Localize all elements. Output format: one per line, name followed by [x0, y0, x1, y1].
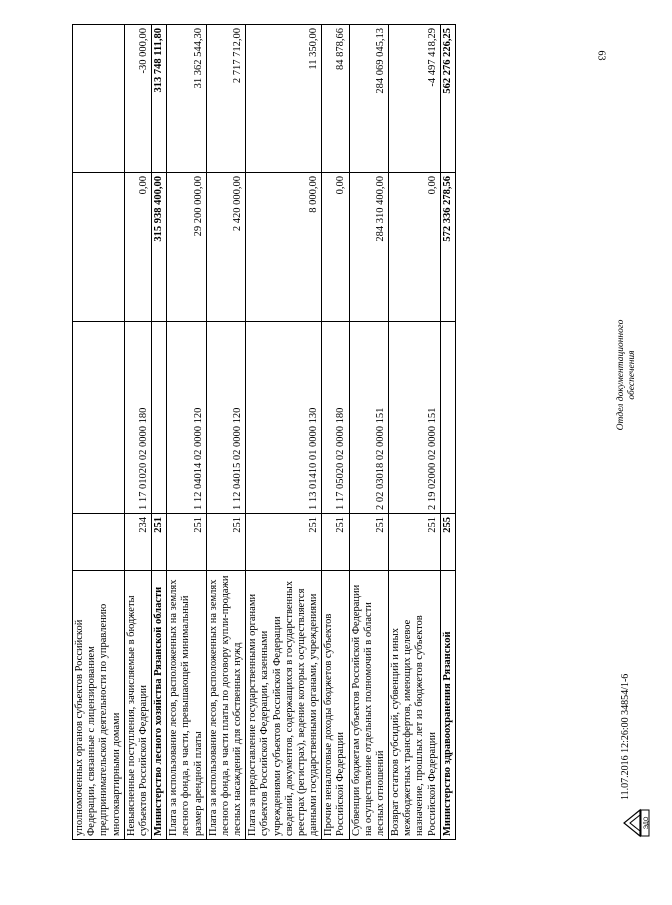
cell-kbk: 2 02 03018 02 0000 151: [349, 322, 389, 514]
cell-plan: 2 420 000,00: [206, 173, 246, 322]
page-number: 63: [595, 50, 607, 61]
cell-fact: 562 276 226,25: [440, 25, 455, 173]
cell-code: 251: [322, 514, 349, 571]
cell-kbk: 1 17 01020 02 0000 180: [124, 322, 151, 514]
cell-fact: 2 717 712,00: [206, 25, 246, 173]
cell-plan: 0,00: [124, 173, 151, 322]
cell-code: 251: [167, 514, 207, 571]
cell-kbk: [152, 322, 167, 514]
cell-fact: 284 069 045,13: [349, 25, 389, 173]
cell-plan: 0,00: [322, 173, 349, 322]
cell-fact: [73, 25, 125, 173]
logo-text: ЭДО: [644, 816, 650, 830]
cell-name: Прочие неналоговые доходы бюджетов субъектов Российской Федерации: [322, 571, 349, 840]
cell-name: Возврат остатков субсидий, субвенций и иных межбюджетных трансфертов, имеющих целевое назначение, прошлых лет из бюджетов субъектов Российской Федерации: [389, 571, 441, 840]
cell-fact: 31 362 544,30: [167, 25, 207, 173]
department-line-1: Отдел документационного: [616, 319, 626, 431]
cell-code: 251: [349, 514, 389, 571]
cell-name: Плата за использование лесов, расположенных на землях лесного фонда, в части платы по договору купли-продажи лесных насаждений для собственных нужд: [206, 571, 246, 840]
cell-kbk: 1 12 04014 02 0000 120: [167, 322, 207, 514]
cell-fact: 84 878,66: [322, 25, 349, 173]
cell-fact: 313 748 111,80: [152, 25, 167, 173]
table-row: [152, 25, 167, 840]
cell-code: [73, 514, 125, 571]
table-row: [440, 25, 455, 840]
department-label: [616, 310, 639, 440]
cell-code: 251: [389, 514, 441, 571]
table-row: [167, 25, 207, 840]
cell-name: Невыясненные поступления, зачисляемые в бюджеты субъектов Российской Федерации: [124, 571, 151, 840]
cell-code: 234: [124, 514, 151, 571]
table-row: [389, 25, 441, 840]
cell-plan: [73, 173, 125, 322]
table-row: [124, 25, 151, 840]
cell-plan: 0,00: [389, 173, 441, 322]
cell-kbk: 1 17 05020 02 0000 180: [322, 322, 349, 514]
revenue-table: [72, 24, 456, 840]
cell-name: Министерство лесного хозяйства Рязанской области: [152, 571, 167, 840]
table-row: [349, 25, 389, 840]
cell-name: Субвенции бюджетам субъектов Российской Федерации на осуществление отдельных полномочий в области лесных отношений: [349, 571, 389, 840]
cell-kbk: [440, 322, 455, 514]
cell-fact: -4 497 418,29: [389, 25, 441, 173]
cell-name: уполномоченных органов субъектов Российской Федерации, связанные с лицензированием предпринимательской деятельности по управлению многоквартирными домами: [73, 571, 125, 840]
cell-plan: 8 000,00: [246, 173, 322, 322]
cell-plan: 29 200 000,00: [167, 173, 207, 322]
cell-code: 255: [440, 514, 455, 571]
cell-name: Министерство здравоохранения Рязанской: [440, 571, 455, 840]
cell-plan: 284 310 400,00: [349, 173, 389, 322]
cell-plan: 572 336 278,56: [440, 173, 455, 322]
revenue-table-body: [73, 25, 456, 840]
cell-kbk: 1 13 01410 01 0000 130: [246, 322, 322, 514]
document-footer: [612, 58, 672, 840]
cell-plan: 315 938 400,00: [152, 173, 167, 322]
table-row: [206, 25, 246, 840]
edo-logo-icon: [618, 806, 652, 840]
cell-fact: -30 000,00: [124, 25, 151, 173]
cell-fact: 11 350,00: [246, 25, 322, 173]
department-line-2: обеспечения: [627, 350, 638, 400]
cell-name: Плата за предоставление государственными органами субъектов Российской Федерации, казенными учреждениями субъектов Российской Федерации сведений, документов, содержащихся в государственных реестрах (регистрах), ведение которых осуществляется данными государственными органами, учреждениями: [246, 571, 322, 840]
cell-kbk: 1 12 04015 02 0000 120: [206, 322, 246, 514]
cell-kbk: [73, 322, 125, 514]
table-row: [246, 25, 322, 840]
cell-code: 251: [206, 514, 246, 571]
registration-stamp: 11.07.2016 12:26:00 34854/1-6: [620, 673, 631, 800]
cell-code: 251: [152, 514, 167, 571]
table-row: [322, 25, 349, 840]
cell-name: Плата за использование лесов, расположенных на землях лесного фонда, в части, превышающей минимальный размер арендной платы: [167, 571, 207, 840]
cell-code: 251: [246, 514, 322, 571]
table-row: [73, 25, 125, 840]
cell-kbk: 2 19 02000 02 0000 151: [389, 322, 441, 514]
